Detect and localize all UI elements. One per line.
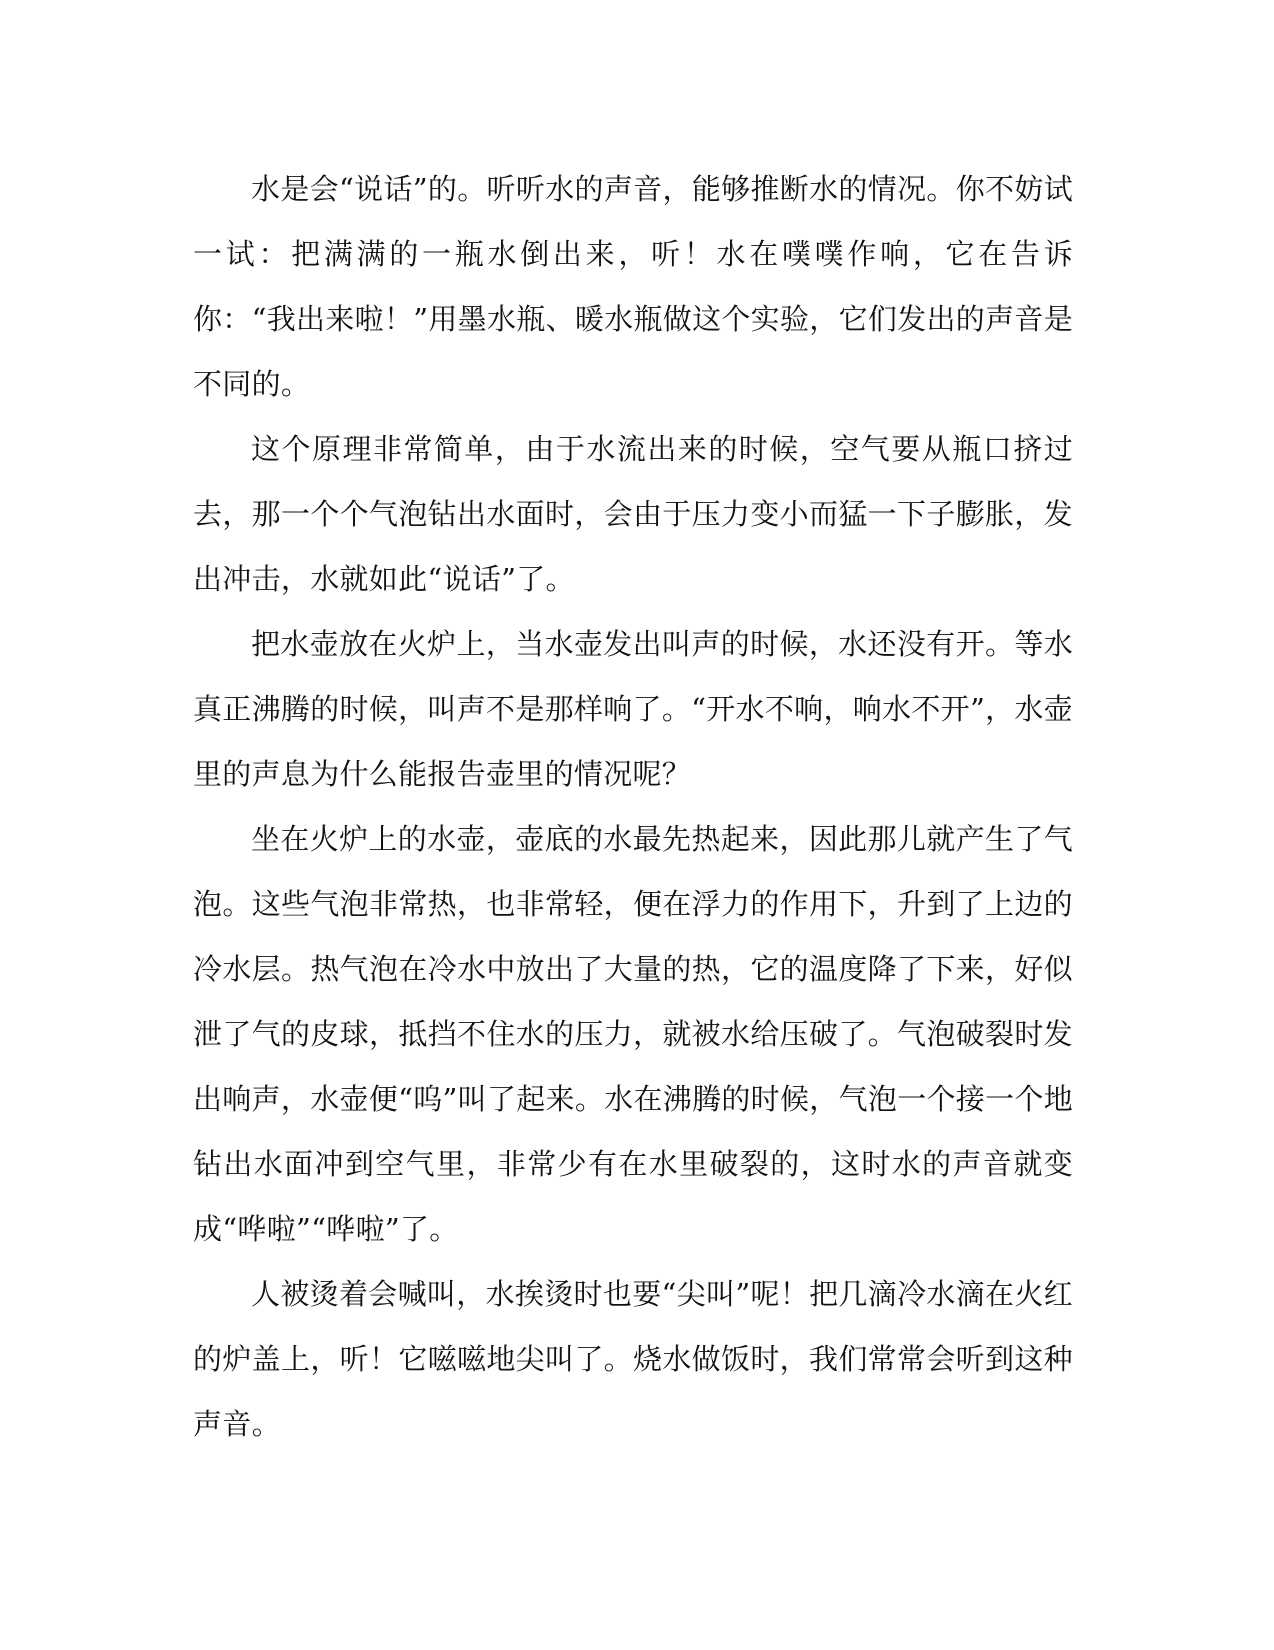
paragraph: 水是会“说话”的。听听水的声音，能够推断水的情况。你不妨试一试：把满满的一瓶水倒出来，听！水在噗噗作响，它在告诉你：“我出来啦！”用墨水瓶、暖水瓶做这个实验，它们发出的声音是不同的。	[193, 172, 1073, 401]
paragraph: 这个原理非常简单，由于水流出来的时候，空气要从瓶口挤过去，那一个个气泡钻出水面时，会由于压力变小而猛一下子膨胀，发出冲击，水就如此“说话”了。	[193, 432, 1073, 596]
paragraph: 人被烫着会喊叫，水挨烫时也要“尖叫”呢！把几滴冷水滴在火红的炉盖上，听！它嗞嗞地尖叫了。烧水做饭时，我们常常会听到这种声音。	[193, 1277, 1073, 1441]
document-body	[193, 157, 1073, 1457]
paragraph: 坐在火炉上的水壶，壶底的水最先热起来，因此那儿就产生了气泡。这些气泡非常热，也非常轻，便在浮力的作用下，升到了上边的冷水层。热气泡在冷水中放出了大量的热，它的温度降了下来，好似泄了气的皮球，抵挡不住水的压力，就被水给压破了。气泡破裂时发出响声，水壶便“呜”叫了起来。水在沸腾的时候，气泡一个接一个地钻出水面冲到空气里，非常少有在水里破裂的，这时水的声音就变成“哗啦”“哗啦”了。	[193, 822, 1073, 1246]
paragraph: 把水壶放在火炉上，当水壶发出叫声的时候，水还没有开。等水真正沸腾的时候，叫声不是那样响了。“开水不响，响水不开”，水壶里的声息为什么能报告壶里的情况呢？	[193, 627, 1073, 791]
